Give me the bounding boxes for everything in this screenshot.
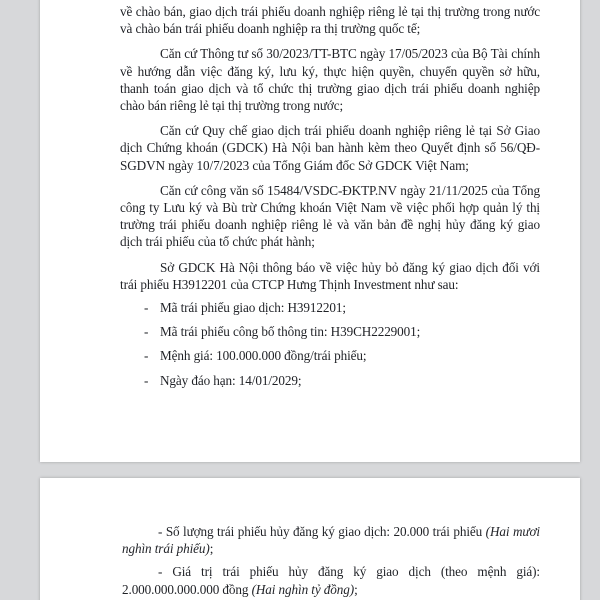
paragraph-circular-30: Căn cứ Thông tư số 30/2023/TT-BTC ngày 17/05/2023 của Bộ Tài chính về hướng dẫn việc đăng ký, lưu ký, thực hiện quyền, chuyển quyền sở hữu, thanh toán giao dịch và tổ chức thị trường giao dịch trái phiếu doanh nghiệp chào bán riêng lẻ tại thị trường trong nước; — [120, 46, 540, 114]
document-page-2 — [40, 478, 580, 600]
cancelled-value-item — [122, 563, 540, 597]
item-end: ; — [209, 541, 214, 557]
paragraph-official-letter: Căn cứ công văn số 15484/VSDC-ĐKTP.NV ngày 21/11/2025 của Tổng công ty Lưu ký và Bù trừ Chứng khoán Việt Nam về việc phối hợp quản lý thị trường trái phiếu doanh nghiệp riêng lẻ và văn bản đề nghị hủy đăng ký giao dịch trái phiếu của tổ chức phát hành; — [120, 182, 540, 250]
item-end: ; — [354, 581, 358, 597]
item-marker: - — [158, 524, 163, 539]
document-page-1 — [40, 0, 580, 462]
paragraph-regulation: Căn cứ Quy chế giao dịch trái phiếu doanh nghiệp riêng lẻ tại Sở Giao dịch Chứng khoán (GDCK) Hà Nội ban hành kèm theo Quyết định số 56/QĐ-SGDVN ngày 10/7/2023 của Tổng Giám đốc Sở GDCK Việt Nam; — [120, 123, 540, 173]
page-1-content — [120, 3, 540, 396]
cancelled-value-words: (Hai nghìn tỷ đồng) — [251, 581, 355, 597]
list-item — [120, 299, 540, 316]
bond-disclosure-code: Mã trái phiếu công bố thông tin: H39CH2229001; — [160, 324, 421, 340]
bond-details-list — [120, 299, 540, 389]
list-item — [120, 372, 540, 389]
cancelled-quantity-text: Số lượng trái phiếu hủy đăng ký giao dịch: 20.000 trái phiếu — [165, 524, 486, 539]
cancelled-quantity-item — [122, 523, 540, 557]
paragraph-continuation: về chào bán, giao dịch trái phiếu doanh nghiệp riêng lẻ tại thị trường trong nước và chào bán trái phiếu doanh nghiệp ra thị trường quốc tế; — [120, 4, 540, 37]
item-marker: - — [158, 564, 163, 580]
cancelled-quantity-words: (Hai mươi nghìn trái phiếu) — [122, 524, 540, 557]
bond-maturity-date: Ngày đáo hạn: 14/01/2029; — [160, 372, 302, 388]
bond-trading-code: Mã trái phiếu giao dịch: H3912201; — [160, 300, 346, 316]
bullet-marker: - — [144, 372, 149, 388]
bullet-marker: - — [144, 300, 149, 316]
list-item — [120, 347, 540, 364]
bullet-marker: - — [144, 348, 149, 364]
page-2-content — [122, 523, 540, 600]
bond-par-value: Mệnh giá: 100.000.000 đồng/trái phiếu; — [160, 348, 367, 364]
cancelled-value-text: Giá trị trái phiếu hủy đăng ký giao dịch (theo mệnh giá): 2.000.000.000.000 đồng — [122, 564, 540, 597]
list-item — [120, 323, 540, 340]
paragraph-announcement: Sở GDCK Hà Nội thông báo về việc hủy bỏ đăng ký giao dịch đối với trái phiếu H3912201 của CTCP Hưng Thịnh Investment như sau: — [120, 259, 540, 292]
bullet-marker: - — [144, 324, 149, 340]
